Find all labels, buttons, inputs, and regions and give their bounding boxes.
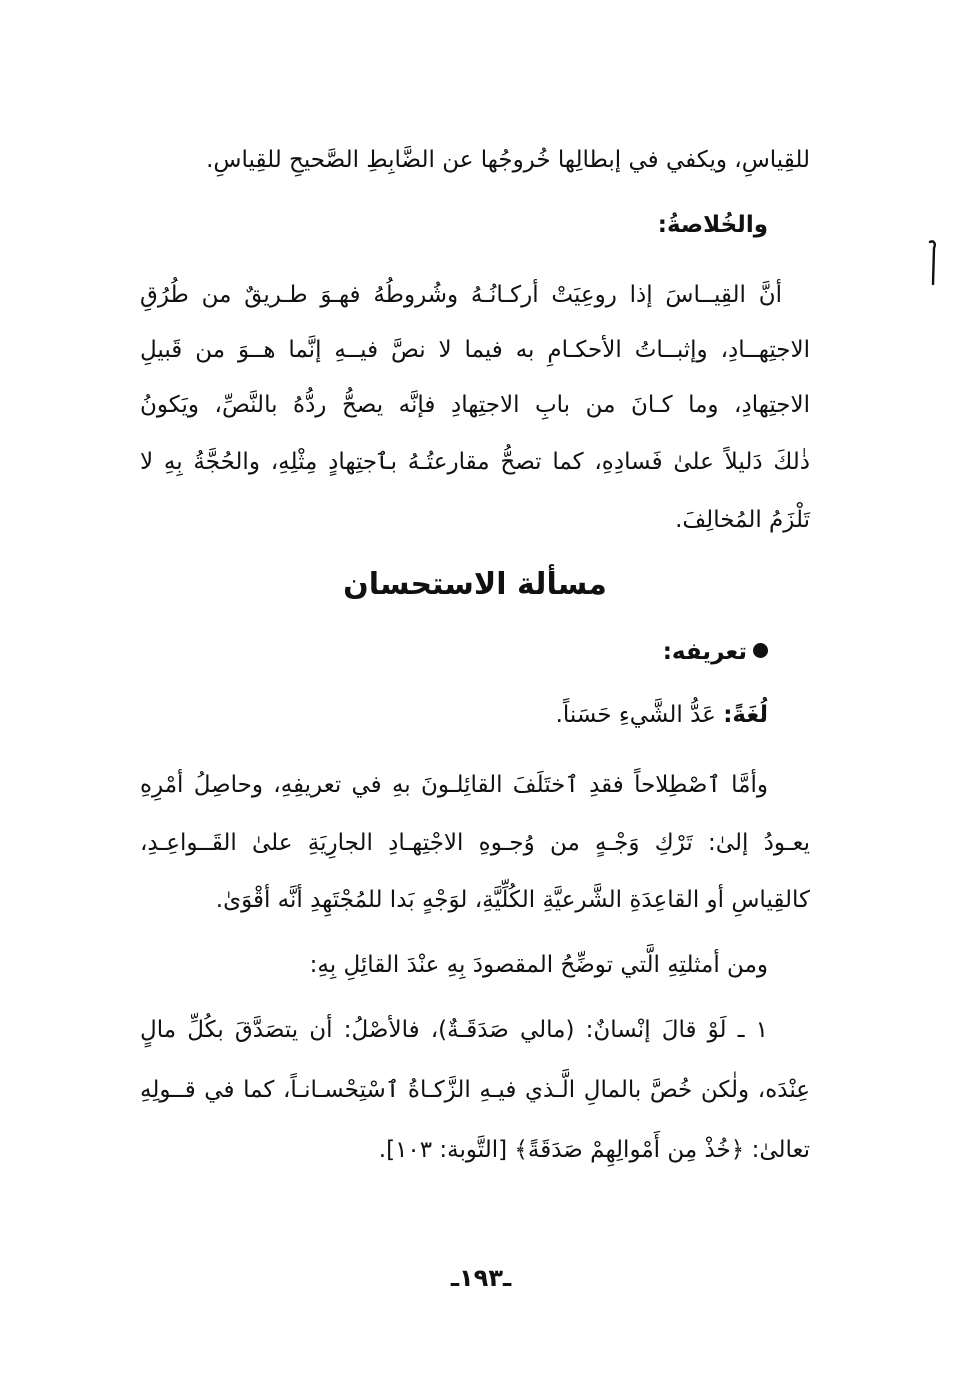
technical-line: كالقِياسِ أو القاعِدَةِ الشَّرعيَّةِ الكُلِّيَّةِ، لوَجْهٍ بَدا للمُجْتَهِدِ أنَّه أقْوَىٰ. — [215, 887, 810, 913]
section-title: مسألة الاستحسان — [343, 567, 607, 602]
examples-intro: ومن أمثلتِهِ الَّتي توضِّحُ المقصودَ بِهِ عنْدَ القائِلِ بِهِ: — [309, 952, 768, 978]
lexical-definition — [140, 695, 768, 735]
technical-line: وأمَّا ٱصْطِلاحاً فقدِ ٱختَلَفَ القائِلـونَ بهِ في تعريفِهِ، وحاصِلُ أمْرِهِ — [140, 772, 768, 798]
summary-heading: والخُلاصةُ: — [657, 212, 768, 238]
lexical-label: لُغَةً: — [723, 702, 768, 728]
summary-line: الاجتِهادِ، وما كـانَ من بابِ الاجتِهادِ فإنَّه يصحُّ ردُّهُ بالنَّصِّ، ويَكونُ — [140, 392, 810, 418]
summary-line: أنَّ القِيــاسَ إذا روعِيَتْ أركـانُـهُ وشُروطُهُ فهـوَ طـريقٌ من طُرُقِ — [140, 282, 782, 308]
bullet-icon — [753, 643, 768, 658]
example-line: تعالىٰ: ﴿خُذْ مِن أَمْوالِهِمْ صَدَقَةً﴾ [التَّوبة: ١٠٣]. — [378, 1137, 810, 1163]
example-line: ١ ـ لَوْ قالَ إنْسانٌ: (مالي صَدَقَـةٌ)، فالأصْلُ: أن يتصَدَّقَ بكُلِّ مالٍ — [140, 1017, 768, 1043]
margin-mark — [924, 236, 942, 292]
definition-heading-text: تعريفه: — [662, 639, 747, 665]
definition-heading — [140, 632, 768, 672]
continuation-line: للقِياسِ، ويكفي في إبطالِها خُروجُها عن الضَّابِطِ الصَّحيحِ للقِياسِ. — [206, 147, 810, 173]
example-line: عِنْدَه، ولٰكن خُصَّ بالمالِ الَّـذي فيـهِ الزَّكـاةُ ٱسْتِحْسـانـاً، كما في قــولِهِ — [140, 1077, 810, 1103]
lexical-text: عَدُّ الشَّيءِ حَسَناً. — [555, 702, 716, 728]
summary-line: تَلْزَمُ المُخالِفَ. — [675, 507, 810, 533]
technical-line: يعـودُ إلىٰ: تَرْكِ وَجْـهٍ من وُجـوهِ الاجْتِهـادِ الجارِيَةِ علىٰ القَــواعِـدِ، — [140, 830, 810, 856]
summary-line: الاجتِهــادِ، وإثبــاتُ الأحكـامِ به فيما لا نصَّ فيــهِ إنَّما هــوَ من قَبيلِ — [140, 337, 810, 363]
summary-line: ذٰلكَ دَليلاً علىٰ فَسادِهِ، كما تصحُّ مقارعتُـهُ بٱجتِهادٍ مِثْلِهِ، والحُجَّةُ بِهِ لا — [140, 449, 810, 475]
page-number: ـ١٩٣ـ — [450, 1264, 512, 1292]
